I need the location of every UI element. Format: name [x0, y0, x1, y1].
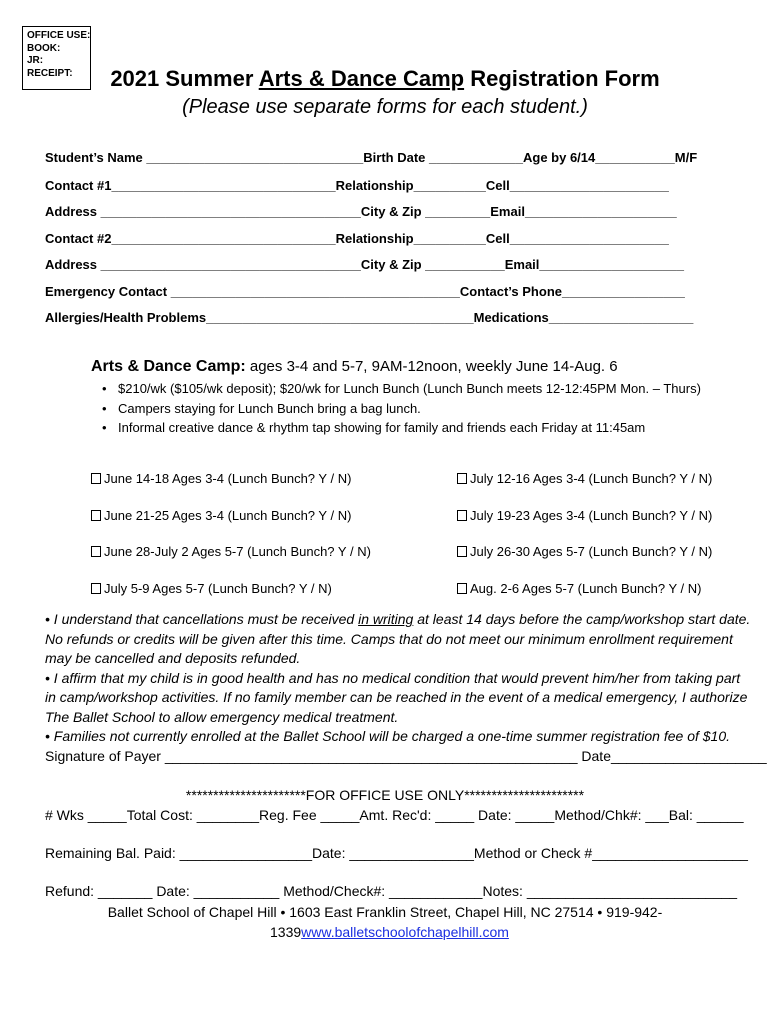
- bullet-text: Campers staying for Lunch Bunch bring a bag lunch.: [118, 401, 421, 416]
- policy-cancellation: • I understand that cancellations must be received in writing at least 14 days before the camp/workshop start date.: [45, 611, 751, 627]
- session-option[interactable]: July 12-16 Ages 3-4 (Lunch Bunch? Y / N): [457, 471, 712, 486]
- allergies-row[interactable]: Allergies/Health Problems_____________________________________Medications____________________: [45, 310, 694, 325]
- title-part: 2021 Summer: [110, 66, 259, 91]
- footer-address: Ballet School of Chapel Hill • 1603 East Franklin Street, Chapel Hill, NC 27514 • 919-942-: [107, 904, 663, 920]
- session-option[interactable]: July 19-23 Ages 3-4 (Lunch Bunch? Y / N): [457, 508, 712, 523]
- camp-bullet: • Campers staying for Lunch Bunch bring a bag lunch.: [102, 401, 421, 416]
- checkbox[interactable]: [91, 546, 101, 557]
- camp-heading-detail: ages 3-4 and 5-7, 9AM-12noon, weekly June 14-Aug. 6: [245, 358, 618, 375]
- emergency-contact-row[interactable]: Emergency Contact ________________________________________Contact’s Phone_________________: [45, 284, 685, 299]
- session-option[interactable]: June 28-July 2 Ages 5-7 (Lunch Bunch? Y / N): [91, 544, 371, 559]
- camp-heading-label: Arts & Dance Camp:: [91, 358, 246, 375]
- session-option[interactable]: June 21-25 Ages 3-4 (Lunch Bunch? Y / N): [91, 508, 351, 523]
- student-name-row[interactable]: Student’s Name ______________________________Birth Date _____________Age by 6/14___________M/F: [45, 150, 698, 165]
- policy-text: [45, 610, 750, 747]
- camp-bullet: • Informal creative dance & rhythm tap showing for family and friends each Friday at 11:45am: [102, 420, 646, 435]
- policy-line: may be cancelled and deposits refunded.: [45, 650, 301, 666]
- checkbox[interactable]: [457, 583, 467, 594]
- checkbox[interactable]: [91, 510, 101, 521]
- session-option[interactable]: July 26-30 Ages 5-7 (Lunch Bunch? Y / N): [457, 544, 712, 559]
- session-option[interactable]: July 5-9 Ages 5-7 (Lunch Bunch? Y / N): [91, 581, 332, 596]
- office-use-only-heading: **********************FOR OFFICE USE ONLY**********************: [185, 787, 585, 803]
- checkbox[interactable]: [457, 473, 467, 484]
- checkbox[interactable]: [91, 583, 101, 594]
- policy-line: in camp/workshop activities. If no family member can be reached in the event of a medical emergency, I authorize: [45, 689, 748, 705]
- checkbox[interactable]: [457, 510, 467, 521]
- policy-line: The Ballet School to allow emergency medical treatment.: [45, 708, 399, 725]
- bullet-text: Informal creative dance & rhythm tap showing for family and friends each Friday at 11:45am: [118, 420, 646, 435]
- camp-bullet: • $210/wk ($105/wk deposit); $20/wk for Lunch Bunch (Lunch Bunch meets 12-12:45PM Mon. – Thurs): [102, 381, 701, 396]
- checkbox[interactable]: [457, 546, 467, 557]
- contact1-row[interactable]: Contact #1_______________________________Relationship__________Cell______________________: [45, 178, 669, 193]
- office-row-remaining[interactable]: Remaining Bal. Paid: _________________Date: ________________Method or Check #____________________: [45, 845, 748, 861]
- session-option[interactable]: Aug. 2-6 Ages 5-7 (Lunch Bunch? Y / N): [457, 581, 702, 596]
- office-use-jr: JR:: [27, 55, 44, 66]
- office-use-book: BOOK:: [27, 42, 61, 54]
- bullet-text: $210/wk ($105/wk deposit); $20/wk for Lunch Bunch (Lunch Bunch meets 12-12:45PM Mon. – Thurs): [118, 381, 701, 396]
- policy-health: • I affirm that my child is in good health and has no medical condition that would prevent him/her from taking part: [45, 669, 741, 686]
- office-row-totals[interactable]: # Wks _____Total Cost: ________Reg. Fee _____Amt. Rec'd: _____ Date: _____Method/Chk#: ___Bal: ______: [45, 807, 744, 823]
- website-link[interactable]: www.balletschoolofchapelhill.com: [301, 924, 509, 940]
- session-option[interactable]: June 14-18 Ages 3-4 (Lunch Bunch? Y / N): [91, 471, 351, 486]
- policy-line: No refunds or credits will be given after this time. Camps that do not meet our minimum enrollment requirement: [45, 630, 733, 647]
- office-use-label: OFFICE USE:: [27, 30, 91, 41]
- office-use-receipt: RECEIPT:: [27, 67, 73, 79]
- footer-line2: [270, 924, 509, 940]
- checkbox[interactable]: [91, 473, 101, 484]
- footer-phone-end: 1339: [270, 924, 302, 940]
- camp-heading: [91, 358, 618, 376]
- policy-fee: • Families not currently enrolled at the Ballet School will be charged a one-time summer registration fee of $10.: [45, 728, 731, 744]
- signature-row[interactable]: Signature of Payer _____________________________________________________ Date____________________: [45, 748, 767, 764]
- office-row-refund[interactable]: Refund: _______ Date: ___________ Method/Check#: ____________Notes: ___________________________: [45, 883, 738, 899]
- address2-row[interactable]: Address ____________________________________City & Zip ___________Email____________________: [45, 257, 684, 272]
- page-title: [0, 66, 770, 92]
- address1-row[interactable]: Address ____________________________________City & Zip _________Email_____________________: [45, 204, 677, 219]
- contact2-row[interactable]: Contact #2_______________________________Relationship__________Cell______________________: [45, 231, 669, 246]
- title-part: Registration Form: [464, 66, 660, 91]
- page-subtitle: (Please use separate forms for each student.): [182, 96, 588, 118]
- title-camp-name: Arts & Dance Camp: [258, 66, 465, 91]
